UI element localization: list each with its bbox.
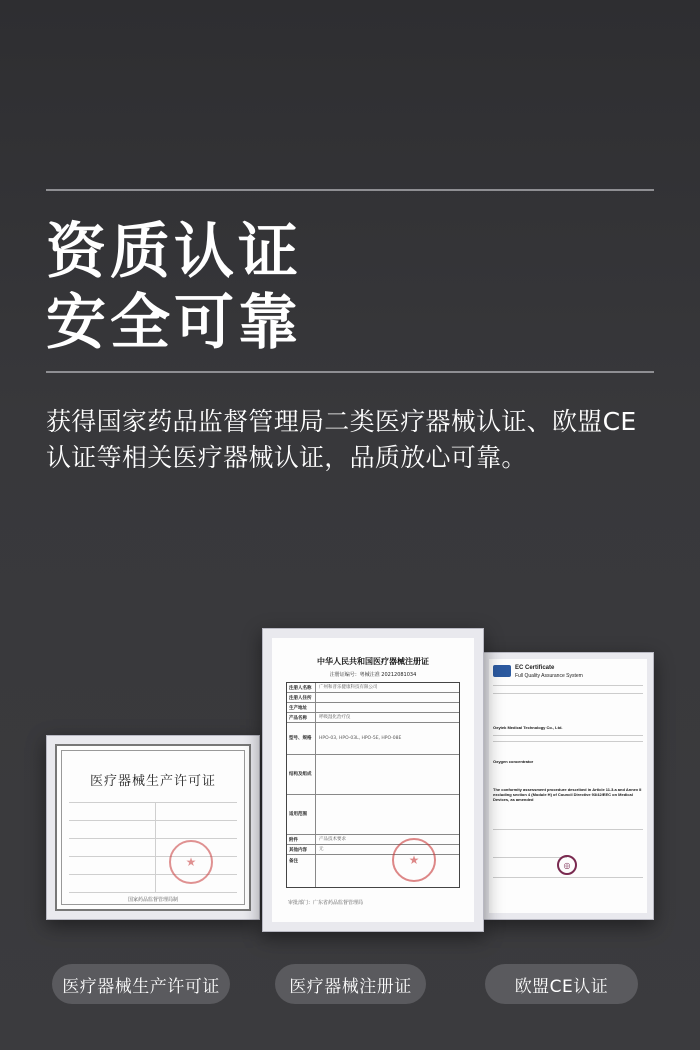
ce-paper: [489, 659, 647, 913]
table-row: 注册人住所: [287, 693, 459, 703]
table-row: 型号、规格 HPO-03, HPO-03L, HPO-5E, HPO-08E: [287, 723, 459, 755]
table-row: 注册人名称 广州和普乐健康科技有限公司: [287, 683, 459, 693]
ce-title: EC Certificate: [515, 665, 555, 671]
description-line-2: 认证等相关医疗器械认证，品质放心可靠。: [46, 443, 527, 472]
red-seal-icon: ★: [392, 838, 436, 882]
registration-footer: 审批部门：广东省药品监督管理局: [288, 900, 364, 906]
table-row: 其他内容 无: [287, 845, 459, 855]
headline-line-1: 资质认证: [46, 217, 302, 287]
red-seal-icon: ★: [169, 840, 213, 884]
registration-number: 注册证编号：粤械注准 20212081034: [329, 672, 417, 678]
ce-product: Oxygen concentrator: [493, 759, 534, 764]
table-row: 适用范围: [287, 795, 459, 835]
label-ce-certification: 欧盟CE认证: [485, 964, 638, 1004]
table-row: 结构及组成: [287, 755, 459, 795]
license-paper: [55, 744, 251, 911]
license-title: 医疗器械生产许可证: [89, 774, 216, 789]
registration-certificate: [262, 628, 484, 932]
description-line-1: 获得国家药品监督管理局二类医疗器械认证、欧盟CE: [46, 407, 637, 436]
registration-title: 中华人民共和国医疗器械注册证: [317, 656, 429, 666]
label-registration-certificate: 医疗器械注册证: [275, 964, 426, 1004]
middle-divider: [46, 371, 654, 373]
label-production-license: 医疗器械生产许可证: [52, 964, 230, 1004]
table-row: 生产地址: [287, 703, 459, 713]
ce-certificate: [482, 652, 654, 920]
ce-subtitle: Full Quality Assurance System: [515, 673, 583, 679]
ce-company: Oxytek Medical Technology Co., Ltd.: [493, 725, 563, 730]
notified-body-logo-icon: [493, 665, 511, 677]
headline-line-2: 安全可靠: [46, 288, 302, 358]
ce-conformity: The conformity assessment procedure described in Article 11.3.a and Annex II excluding section 4 (Module H) of Council Directive 93/42/EEC on Medical Devices, as amended: [493, 787, 642, 802]
notified-body-seal-icon: ◎: [557, 855, 577, 875]
production-license-certificate: [46, 735, 260, 920]
table-row: 附件 产品技术要求: [287, 835, 459, 845]
table-row: 产品名称 呼吸湿化治疗仪: [287, 713, 459, 723]
table-row: 备注: [289, 859, 298, 864]
license-footer: 国家药品监督管理局制: [127, 897, 178, 903]
top-divider: [46, 189, 654, 191]
registration-paper: [272, 638, 474, 922]
